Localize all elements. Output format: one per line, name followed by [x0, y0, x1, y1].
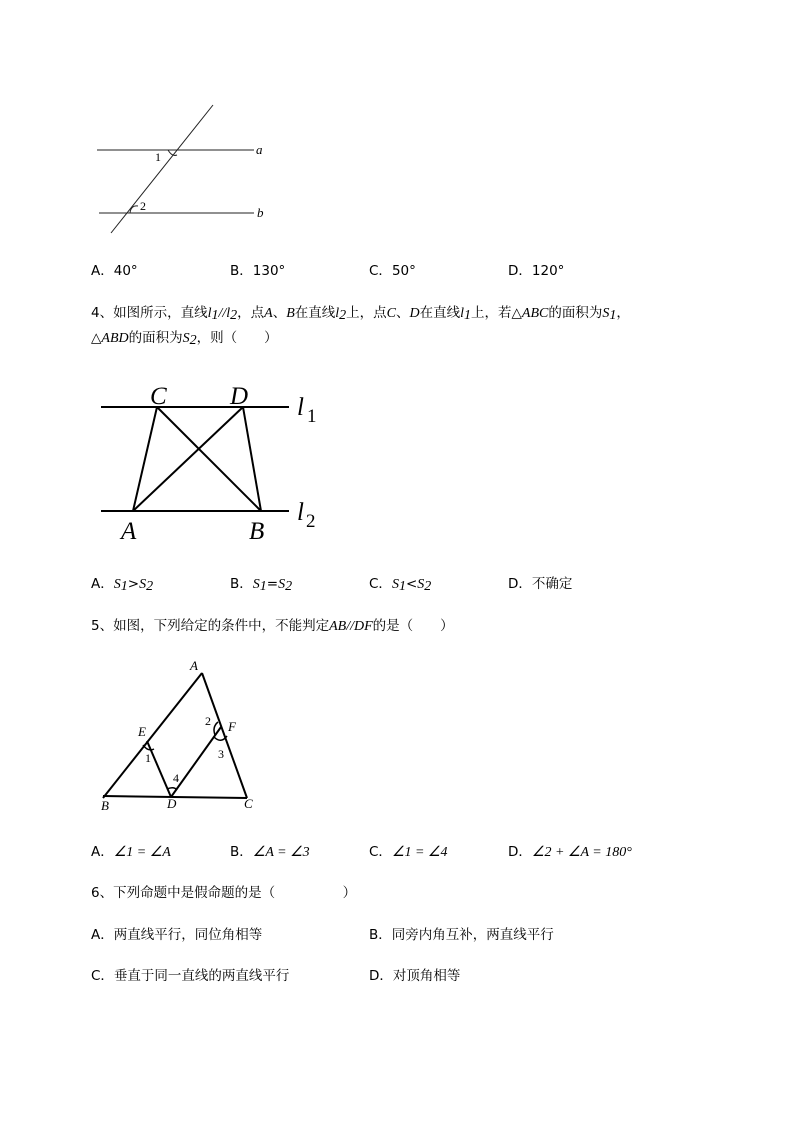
q4-s1-sub: 1	[609, 308, 617, 323]
q5-option-d-text: ∠2 + ∠A = 180°	[531, 845, 632, 860]
q4-option-b-key: B．	[230, 576, 253, 592]
q3-option-d-key: D．	[508, 263, 532, 279]
point-f-label: F	[228, 719, 236, 734]
q5-option-c-key: C．	[369, 844, 392, 860]
q5-text-b: 的是（ ）	[372, 618, 454, 634]
q4-parallel: //	[218, 306, 227, 321]
q4-option-a-rel: >	[127, 576, 140, 592]
q4-number: 4、	[91, 305, 114, 321]
line-l2-label: l	[297, 499, 304, 526]
q5-parallel: //	[346, 619, 354, 634]
q5-text-a: 如图，下列给定的条件中，不能判定	[113, 618, 330, 634]
q4-s2: S	[182, 331, 190, 346]
side-ab	[103, 673, 202, 798]
q5-ab: AB	[329, 619, 347, 634]
q3-option-a-key: A．	[91, 263, 114, 279]
q4-option-b-s1-sub: 1	[259, 579, 267, 594]
q4-s1: S	[602, 306, 610, 321]
q6-option-b-key: B．	[369, 927, 392, 943]
point-a-label: A	[121, 518, 137, 545]
q6-option-c-text: 垂直于同一直线的两直线平行	[113, 968, 290, 984]
q6-option-b[interactable]	[369, 926, 554, 944]
label-b: b	[257, 205, 264, 220]
q6-stem: 6、下列命题中是假命题的是（ ）	[91, 885, 357, 901]
point-d-label: D	[230, 383, 249, 410]
q4-text-6: 上，若△	[471, 305, 522, 321]
point-b-label: B	[101, 798, 109, 813]
q5-option-c[interactable]	[369, 843, 448, 862]
q4-option-c-s1-sub: 1	[398, 579, 406, 594]
q6-option-c[interactable]	[91, 967, 289, 985]
q4-option-c-s2: S	[417, 577, 425, 592]
q5-option-c-text: ∠1 = ∠4	[391, 845, 448, 860]
q4-l1-again: l	[460, 306, 465, 321]
q4-l2-sub: 2	[230, 308, 238, 323]
q4-option-d-key: D．	[508, 576, 532, 592]
q4-option-a-s1-sub: 1	[120, 579, 128, 594]
angle-1-label: 1	[155, 150, 161, 164]
q6-option-d-key: D．	[369, 968, 393, 984]
q6-option-a-key: A．	[91, 927, 114, 943]
q5-option-a[interactable]	[91, 843, 171, 862]
q4-l2-again: l	[335, 306, 340, 321]
q4-l2: l	[226, 306, 231, 321]
q4-option-c-rel: <	[405, 576, 418, 592]
q5-option-d-key: D．	[508, 844, 532, 860]
point-d-label: D	[167, 796, 177, 811]
q6-option-a-text: 两直线平行，同位角相等	[113, 927, 263, 943]
point-e-label: E	[138, 724, 146, 739]
q4-option-d-text: 不确定	[531, 576, 573, 592]
q5-df: DF	[353, 619, 373, 634]
q5-option-a-text: ∠1 = ∠A	[113, 845, 171, 860]
q4-option-a-s2-sub: 2	[146, 579, 154, 594]
q4-text-1: 如图所示，直线	[113, 305, 208, 321]
q4-point-c: C	[386, 306, 397, 321]
q4-option-c-s1: S	[391, 577, 399, 592]
q4-option-a-s1: S	[113, 577, 121, 592]
q3-option-b-text: 130°	[252, 263, 286, 279]
q3-option-a-text: 40°	[113, 263, 138, 279]
point-b-label: B	[249, 518, 265, 545]
line-l1-subscript: 1	[307, 406, 317, 427]
q3-option-c-key: C．	[369, 263, 392, 279]
q4-l1: l	[207, 306, 212, 321]
q4-text-5: 在直线	[419, 305, 461, 321]
q4-point-d: D	[409, 306, 420, 321]
q3-option-c-text: 50°	[391, 263, 416, 279]
q4-l1-sub: 1	[211, 308, 219, 323]
label-a: a	[256, 142, 263, 157]
q4-option-a-key: A．	[91, 576, 114, 592]
q4-option-a-s2: S	[139, 577, 147, 592]
side-ac	[202, 673, 247, 798]
q5-option-a-key: A．	[91, 844, 114, 860]
q6-option-a[interactable]	[91, 926, 262, 944]
q4-point-b: B	[286, 306, 295, 321]
angle-2-label: 2	[140, 199, 146, 213]
line-l1-label: l	[297, 394, 304, 421]
q3-option-d-text: 120°	[531, 263, 565, 279]
q4-triangle-abd: ABD	[101, 331, 129, 346]
q5-number: 5、	[91, 618, 114, 634]
q4-point-a: A	[264, 306, 273, 321]
q5-option-d[interactable]	[508, 843, 632, 862]
q4-option-b-s2: S	[278, 577, 286, 592]
angle-4-label: 4	[173, 771, 179, 785]
angle-1-label: 1	[145, 751, 151, 765]
q4-option-b-rel: =	[266, 576, 279, 592]
q6-option-d-text: 对顶角相等	[392, 968, 461, 984]
q4-text-9: 的面积为	[128, 330, 183, 346]
q4-option-c-s2-sub: 2	[424, 579, 432, 594]
q5-option-b-text: ∠A = ∠3	[252, 845, 310, 860]
q4-option-b-s1: S	[252, 577, 260, 592]
point-a-label: A	[190, 658, 198, 673]
point-c-label: C	[244, 796, 253, 811]
q6-option-c-key: C．	[91, 968, 114, 984]
q6-option-d[interactable]	[369, 967, 460, 985]
q4-text-8: ，	[616, 305, 630, 321]
q4-option-b-s2-sub: 2	[285, 579, 293, 594]
q5-option-b-key: B．	[230, 844, 253, 860]
q4-triangle-sym: △	[91, 330, 102, 346]
q5-option-b[interactable]	[230, 843, 310, 862]
q4-triangle-abc: ABC	[521, 306, 549, 321]
point-c-label: C	[150, 383, 167, 410]
q3-option-b-key: B．	[230, 263, 253, 279]
q4-sep-1: 、	[272, 305, 287, 321]
q4-l2-again-sub: 2	[339, 308, 347, 323]
q6-option-b-text: 同旁内角互补，两直线平行	[391, 927, 554, 943]
q4-text-2: ，点	[237, 305, 265, 321]
angle-2-label: 2	[205, 714, 211, 728]
q4-text-3: 在直线	[294, 305, 336, 321]
q4-option-c-key: C．	[369, 576, 392, 592]
q4-l1-again-sub: 1	[464, 308, 472, 323]
angle-3-label: 3	[218, 747, 224, 761]
line-l2-subscript: 2	[306, 511, 316, 532]
q4-text-7: 的面积为	[548, 305, 603, 321]
q4-text-10: ，则（ ）	[196, 330, 278, 346]
q4-text-4: 上，点	[346, 305, 387, 321]
q4-sep-2: 、	[396, 305, 410, 321]
q4-s2-sub: 2	[189, 333, 197, 348]
